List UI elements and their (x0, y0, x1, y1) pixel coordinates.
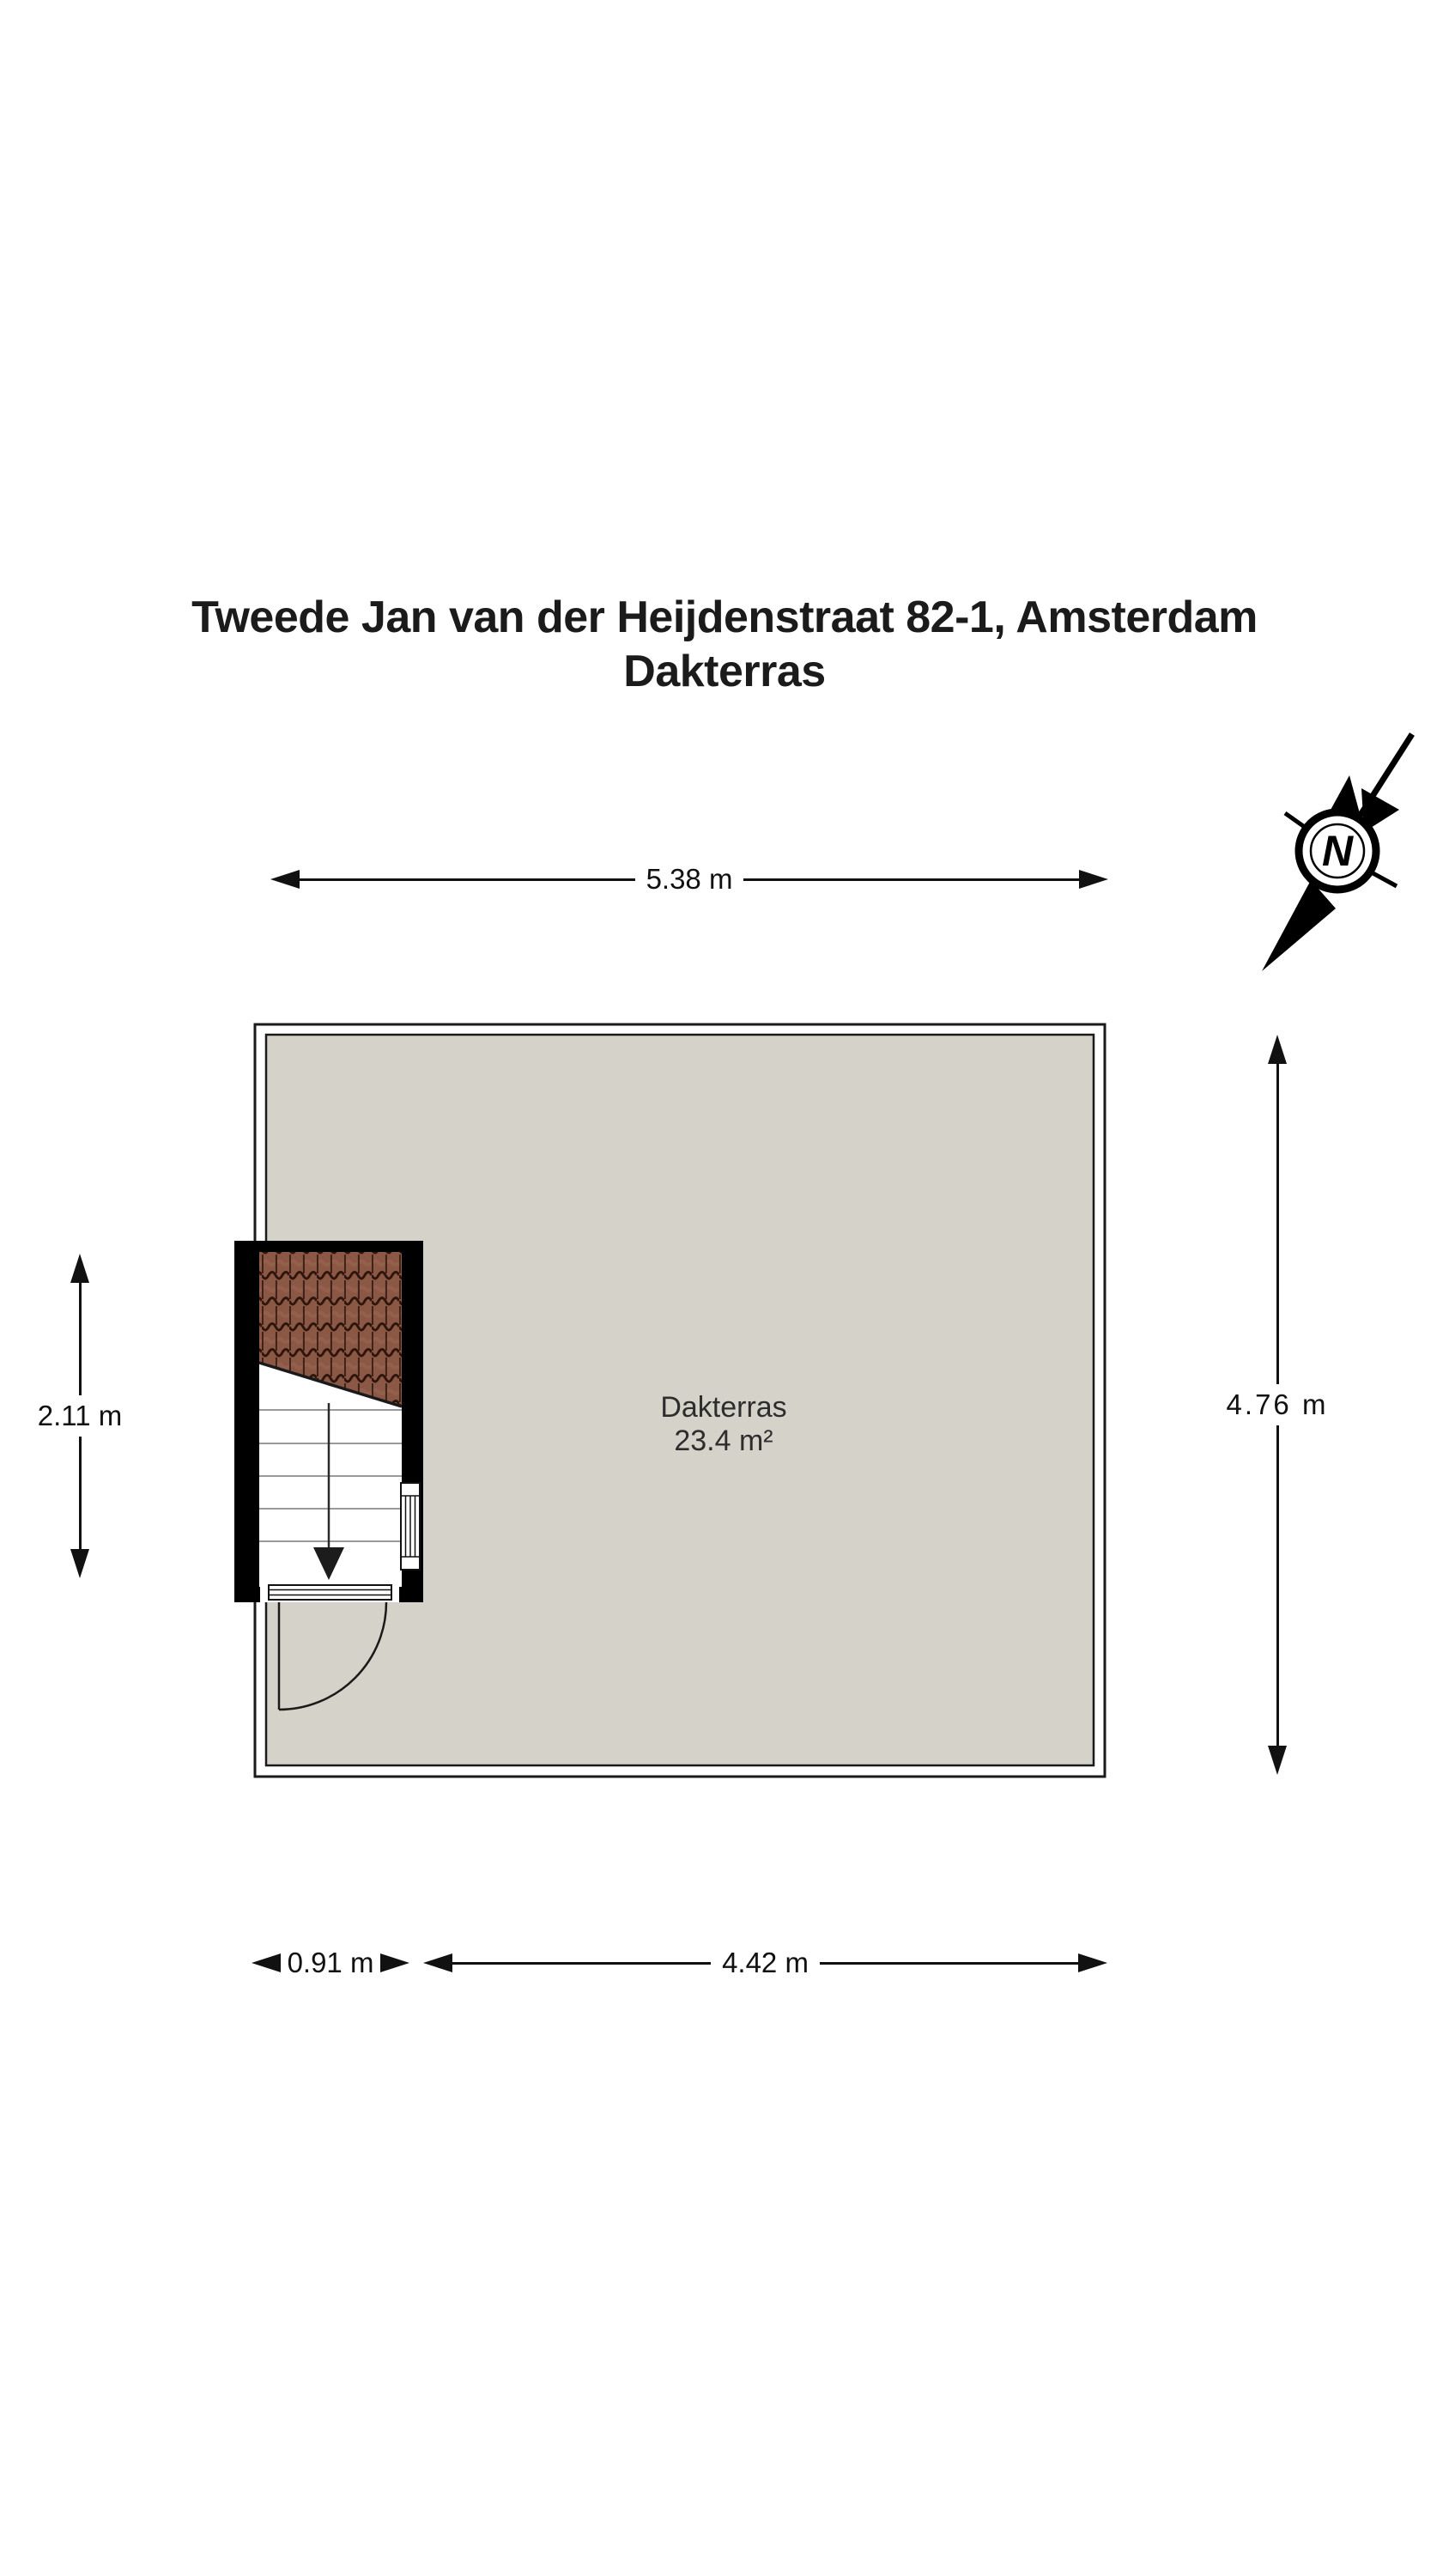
dimension-bottom-small (258, 1947, 403, 1978)
arrow-up-icon (70, 1254, 89, 1283)
arrow-left-icon (270, 870, 300, 889)
dimension-left-label: 2.11 m (37, 1400, 123, 1431)
page-title (0, 591, 1449, 699)
arrow-down-icon (1268, 1746, 1287, 1775)
dimension-left (28, 1254, 131, 1578)
dimension-bottom-small-label: 0.91 m (287, 1947, 374, 1978)
dimension-right-label: 4.76 m (1226, 1388, 1329, 1420)
arrow-right-icon (1078, 1953, 1107, 1972)
compass-tail (1262, 880, 1336, 971)
dimension-top (270, 864, 1108, 895)
dimension-right (1226, 1035, 1329, 1775)
dimension-bottom-large (423, 1947, 1107, 1978)
room-name: Dakterras (660, 1391, 787, 1424)
arrow-left-icon (423, 1953, 452, 1972)
arrow-up-icon (1268, 1035, 1287, 1064)
arrow-left-icon (252, 1953, 281, 1972)
stairwell (234, 1241, 423, 1602)
compass-icon (1252, 724, 1425, 981)
door-threshold (260, 1583, 399, 1602)
room-area: 23.4 m² (674, 1425, 773, 1457)
arrow-right-icon (380, 1953, 409, 1972)
dimension-top-label: 5.38 m (646, 863, 733, 895)
page-title-address: Tweede Jan van der Heijdenstraat 82-1, Amsterdam (191, 592, 1258, 642)
stairwell-window (401, 1483, 420, 1570)
compass-north-label: N (1321, 827, 1354, 875)
dimension-bottom-large-label: 4.42 m (722, 1947, 809, 1978)
arrow-right-icon (1079, 870, 1108, 889)
arrow-down-icon (70, 1549, 89, 1578)
page-title-floor: Dakterras (623, 647, 826, 696)
room-label (509, 1391, 938, 1458)
